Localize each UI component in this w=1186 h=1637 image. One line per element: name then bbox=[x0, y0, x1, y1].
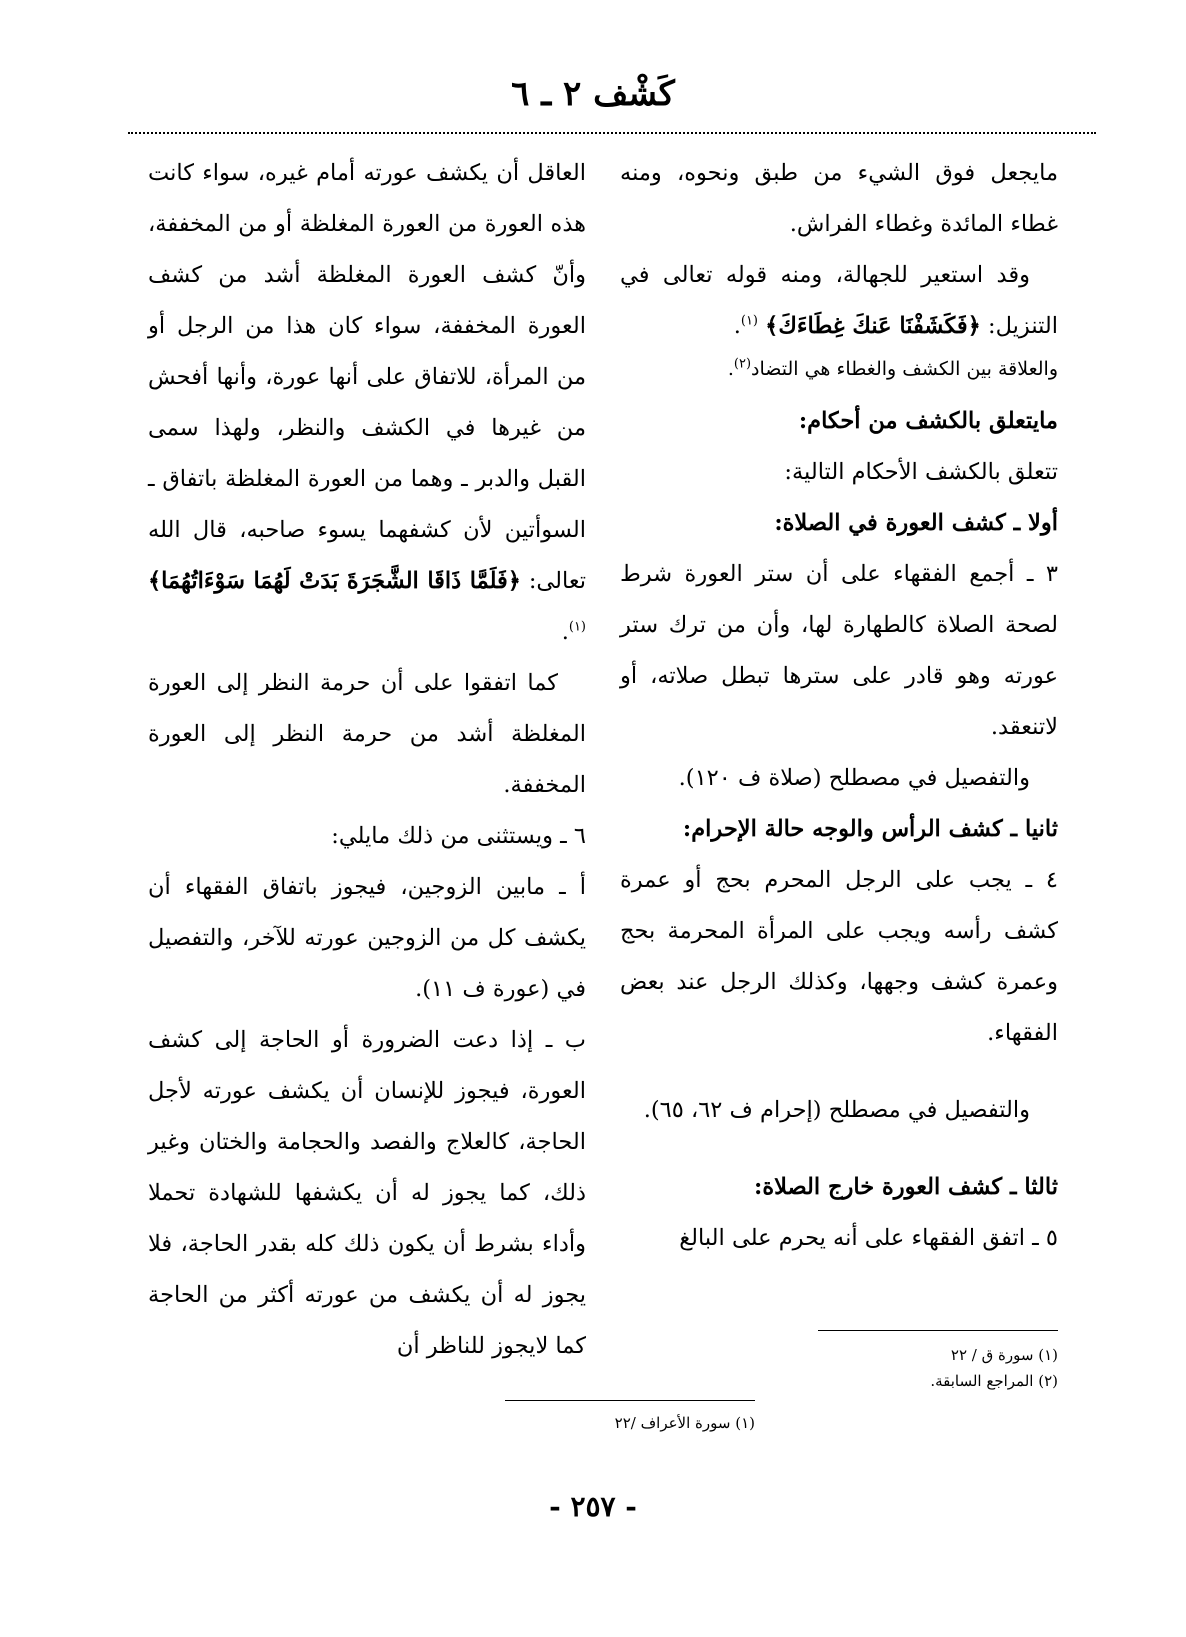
paragraph: والتفصيل في مصطلح (صلاة ف ١٢٠). bbox=[678, 765, 1030, 791]
paragraph: ٥ ـ اتفق الفقهاء على أنه يحرم على البالغ bbox=[679, 1225, 1058, 1251]
paragraph: ٣ ـ أجمع الفقهاء على أن ستر العورة شرط لصحة الصلاة كالطهارة لها، وأن من ترك ستر عورته وهو قادر على سترها تبطل صلاته، أو لاتنعقد. bbox=[620, 561, 1058, 740]
page-number: - ٢٥٧ - bbox=[549, 1490, 637, 1523]
quran-verse: ﴿فَلَمَّا ذَاقَا الشَّجَرَةَ بَدَتْ لَهُمَا سَوْءَاتُهُمَا﴾ bbox=[148, 568, 521, 594]
paragraph: تتعلق بالكشف الأحكام التالية: bbox=[784, 459, 1058, 485]
quran-verse: ﴿فَكَشَفْنَا عَنكَ غِطَاءَكَ﴾ bbox=[765, 313, 981, 339]
footnote-ref: (٢) bbox=[733, 356, 752, 372]
footnote-divider bbox=[505, 1400, 755, 1401]
footnotes-right bbox=[658, 1342, 1058, 1394]
footnote-ref: (١) bbox=[568, 619, 586, 635]
paragraph: كما اتفقوا على أن حرمة النظر إلى العورة المغلظة أشد من حرمة النظر إلى العورة المخففة. bbox=[148, 670, 586, 798]
footnote: (١) سورة الأعراف /٢٢ bbox=[614, 1414, 755, 1432]
footnote: (٢) المراجع السابقة. bbox=[930, 1372, 1058, 1390]
footnote-divider bbox=[818, 1330, 1058, 1331]
paragraph: وقد استعير للجهالة، ومنه قوله تعالى في التنزيل: ﴿فَكَشَفْنَا عَنكَ غِطَاءَكَ﴾ $^{(١)}$. bbox=[620, 262, 1058, 339]
footnote: (١) سورة ق / ٢٢ bbox=[950, 1346, 1058, 1364]
footnotes-left bbox=[505, 1410, 755, 1436]
paragraph: مايجعل فوق الشيء من طبق ونحوه، ومنه غطاء المائدة وغطاء الفراش. bbox=[620, 160, 1058, 237]
section-heading: ثالثا ـ كشف العورة خارج الصلاة: bbox=[754, 1174, 1058, 1200]
section-heading: ثانيا ـ كشف الرأس والوجه حالة الإحرام: bbox=[682, 816, 1058, 842]
paragraph-text: وقد استعير للجهالة، ومنه قوله تعالى في التنزيل: bbox=[620, 262, 1058, 339]
paragraph: أ ـ مابين الزوجين، فيجوز باتفاق الفقهاء أن يكشف كل من الزوجين عورته للآخر، والتفصيل في (عورة ف ١١). bbox=[148, 874, 586, 1002]
paragraph: والعلاقة بين الكشف والغطاء هي التضاد$^{(٢)}$. bbox=[727, 356, 1058, 380]
left-column bbox=[148, 148, 586, 1372]
section-heading: أولا ـ كشف العورة في الصلاة: bbox=[774, 510, 1058, 536]
page-title: كَشْف ٢ ـ ٦ bbox=[511, 74, 675, 114]
paragraph: العاقل أن يكشف عورته أمام غيره، سواء كانت هذه العورة من العورة المغلظة أو من المخففة، وأنّ كشف العورة المغلظة أشد من كشف العورة المخففة، سواء كان هذا من الرجل أو من المرأة، للاتفاق على أنها عورة، وأنها أفحش من غيرها في الكشف والنظر، ولهذا سمى القبل والدبر ـ وهما من العورة المغلظة باتفاق ـ السوأتين لأن كشفهما يسوء صاحبه، قال الله تعالى: ﴿فَلَمَّا ذَاقَا الشَّجَرَةَ بَدَتْ لَهُمَا سَوْءَاتُهُمَا﴾ $^{(١)}$. bbox=[148, 160, 586, 645]
paragraph: والتفصيل في مصطلح (إحرام ف ٦٢، ٦٥). bbox=[643, 1097, 1030, 1123]
paragraph: ٦ ـ ويستثنى من ذلك مايلي: bbox=[331, 823, 586, 849]
right-column bbox=[620, 148, 1058, 1264]
footnote-ref: (١) bbox=[740, 313, 758, 329]
paragraph: ب ـ إذا دعت الضرورة أو الحاجة إلى كشف العورة، فيجوز للإنسان أن يكشف عورته لأجل الحاجة، كالعلاج والفصد والحجامة والختان وغير ذلك، كما يجوز له أن يكشفها للشهادة تحملا وأداء بشرط أن يكون ذلك كله بقدر الحاجة، فلا يجوز له أن يكشف من عورته أكثر من الحاجة كما لايجوز للناظر أن bbox=[148, 1027, 586, 1359]
header-divider bbox=[128, 132, 1096, 134]
paragraph: ٤ ـ يجب على الرجل المحرم بحج أو عمرة كشف رأسه ويجب على المرأة المحرمة بحج وعمرة كشف وجهها، وكذلك الرجل عند بعض الفقهاء. bbox=[620, 867, 1058, 1046]
section-heading: مايتعلق بالكشف من أحكام: bbox=[798, 408, 1058, 434]
paragraph-text: العاقل أن يكشف عورته أمام غيره، سواء كانت هذه العورة من العورة المغلظة أو من المخففة، وأنّ كشف العورة المغلظة أشد من كشف العورة المخففة، سواء كان هذا من الرجل أو من المرأة، للاتفاق على أنها عورة، وأنها أفحش من غيرها في الكشف والنظر، ولهذا سمى القبل والدبر ـ وهما من العورة المغلظة باتفاق ـ السوأتين لأن كشفهما يسوء صاحبه، قال الله تعالى: bbox=[148, 160, 586, 594]
paragraph-text: والعلاقة بين الكشف والغطاء هي التضاد bbox=[751, 358, 1058, 380]
